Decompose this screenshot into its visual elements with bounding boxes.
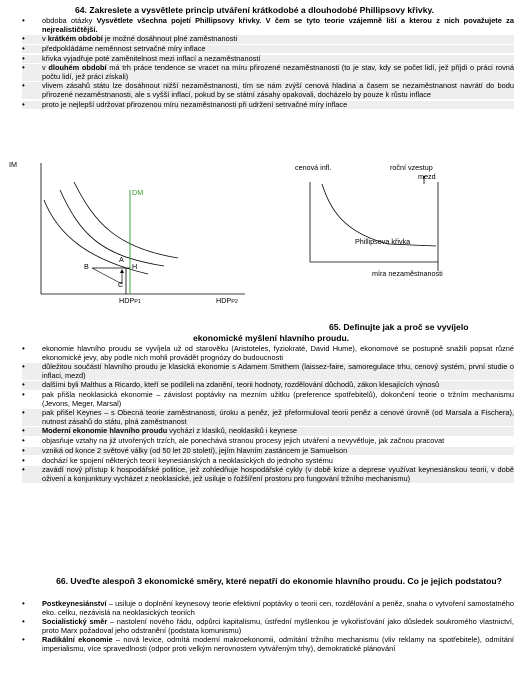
item-text: vychází z klasiků, neoklasiků i keynese	[167, 426, 298, 436]
item-text: ekonomie hlavního proudu se vyvíjela už od starověku (Aristoteles, fyziokraté, David Hume), ekonomové se postupně snažili popsat různé ekonomické jevy, aby podle nich mohli provádět prognózy do budoucnosti	[42, 344, 514, 362]
item-text: – nová levice, odmítá moderní makroekonomii, odmítání tržního mechanismu (vliv reklamy na spotřebitele), odmítání imperialismu, více spravedlnosti (odpor proti velkým nerovnostem vytvářeným trhy), demokratické plánování	[42, 635, 514, 653]
arrow-head	[120, 269, 124, 273]
list-item	[22, 363, 514, 380]
right-chart	[300, 174, 470, 284]
left-y-axis-label: IM	[9, 160, 17, 169]
list-item	[22, 55, 514, 64]
item-text: má trh práce tendence se vracet na míru přirozené nezaměstnanosti (to je stav, kdy se počet lidí, jež příjdi o práci rovná počtu lidí, jež práci získali)	[42, 63, 514, 81]
item-text: vzniká od konce 2 světové války (od 50 let 20 století), jejím hlavním zastáncem je Samuelson	[42, 445, 348, 455]
item-text: je možné dosáhnout plné zaměstnanosti	[102, 34, 238, 44]
list-item	[22, 427, 514, 436]
list-item	[22, 457, 514, 466]
item-text: – usiluje o doplnění keynesovy teorie efektivní poptávky o teorii cen, rozdělování a peněz, snaha o vytvoření samostatného eko. celku, nezávislá na neoklasických teoriích	[42, 599, 514, 617]
hdp-p2-label: HDPP2	[216, 296, 238, 305]
item-bold-text: krátkém období	[47, 34, 103, 44]
item-text: v	[42, 63, 49, 73]
item-text: vlivem zásahů státu lze dosáhnout nižší nezaměstnanosti, tím se nám zvýší cenová hladina a časem se nezaměstnanost navrátí do bodu přirozené nezaměstnanosti, ale s vyšší inflací, pokud by se státní zásahy opakovali, docházelo by pouze k růstu inflace	[42, 81, 514, 99]
right-top-label-2: mezd	[418, 172, 436, 181]
list-item	[22, 409, 514, 426]
item-text: v	[42, 34, 48, 44]
list-item	[22, 35, 514, 44]
item-text: dalšími byli Malthus a Ricardo, kteří se podíleli na zdanění, teorii hodnoty, rozdělování důchodů, zákon klesajících výnosů	[42, 380, 440, 390]
item-text: dochází ke spojení některých teorií keynesiánských a neoklasických do jednoho systému	[42, 455, 333, 465]
item-bold-text: Postkeynesiánství	[42, 599, 107, 608]
item-bold-text: Moderní ekonomie hlavního proudu	[42, 426, 168, 436]
left-curve-3	[74, 182, 178, 258]
section-66-heading: 66. Uveďte alespoň 3 ekonomické směry, které nepatří do ekonomie hlavního proudu. Co je jejich podstatou?	[56, 576, 502, 586]
item-text: pak přišla neoklasická ekonomie – závislost poptávky na mezním užitku (preference spotřebitelů), dokončení teorie o tržním mechanismu (Jevons, Meger, Marsal)	[42, 390, 514, 408]
section-66-list	[22, 600, 514, 655]
phillips-curve-label: Phillipsova křivka	[355, 237, 411, 246]
list-item	[22, 64, 514, 81]
left-chart	[30, 160, 250, 310]
hdp-p1-label: HDPP1	[119, 296, 141, 305]
right-x-axis-label: míra nezaměstnanosti	[372, 269, 443, 278]
point-h-label: H	[132, 262, 138, 271]
list-item	[22, 466, 514, 483]
section-64-list	[22, 17, 514, 110]
list-item	[22, 17, 514, 34]
left-curve-2	[60, 190, 164, 266]
point-a-label: A	[119, 255, 124, 264]
list-item	[22, 381, 514, 390]
list-item	[22, 447, 514, 456]
list-item	[22, 636, 514, 653]
item-text: předpokládáme neměnnost setrvačné míry inflace	[42, 43, 206, 53]
list-item	[22, 618, 514, 635]
item-text: objasňuje vztahy na již utvořených trzích, ale ponechává stranou procesy jejich utváření a nevyvětluje, jak začnou pracovat	[42, 436, 445, 446]
list-item	[22, 82, 514, 99]
item-bold-text: dlouhém období	[48, 63, 107, 73]
item-text: důležitou součástí hlavního proudu je klasická ekonomie s Adamem Smithem (laissez-faire, samoregulace trhu, cenový systém, první studie o inflaci, mezd)	[42, 362, 514, 380]
right-top-label: roční vzestup	[390, 163, 433, 172]
list-item	[22, 45, 514, 54]
list-item	[22, 437, 514, 446]
item-bold-text: Socialistický směr	[42, 617, 108, 627]
item-bold-text: Vysvětlete všechna pojetí Phillipsovy křivky. V čem se tyto teorie vzájemně liší a kterou z nich považujete za nejrealističtější.	[42, 16, 514, 34]
item-bold-text: Radikální ekonomie	[42, 635, 113, 645]
item-text: proto je nejlepší udržovat přirozenou míru nezaměstnanosti při udržení setrvačné míry inflace	[42, 99, 348, 109]
list-item	[22, 101, 514, 110]
point-b-label: B	[84, 262, 89, 271]
item-text: křivka vyjadřuje poté zaměnitelnost mezi inflací a nezaměstnaností	[42, 53, 261, 63]
right-y-axis-label: cenová infl.	[295, 163, 332, 172]
point-c-label: C	[118, 280, 124, 289]
item-text: zavádí nový přístup k hospodářské politice, jež zohledňuje hospodářské cykly (v době krize a deprese využívat keynesiánskou teorii, v době oživení a konjunktury vycházet z neoklasické, jež usiluje o řožšíření prostoru pro fungování tržního mechanismu)	[42, 465, 514, 483]
list-item	[22, 600, 514, 617]
section-65-heading: 65. Definujte jak a proč se vyvíjelo	[329, 322, 469, 332]
list-item	[22, 345, 514, 362]
section-65-list	[22, 345, 514, 484]
list-item	[22, 391, 514, 408]
section-65-subheading: ekonomické myšlení hlavního proudu.	[193, 333, 350, 343]
item-text: obdoba otázky	[42, 16, 97, 25]
item-text: – nastolení nového řádu, odpůrci kapitalismu, ústřední myšlenkou je vykořisťování jako důsledek soukromého vlastnictví, proto Marx požadoval jeho odstranění (podstata komunismu)	[42, 617, 514, 635]
item-text: pak přišel Keynes – s Obecná teorie zaměstnanosti, úroku a peněz, jež přeformuloval teorii peněz a cenové úrovně (od Marsala a Fischera), nutnost zásahů do státu, plná zaměstnanost	[42, 408, 514, 426]
section-64-heading: 64. Zakreslete a vysvětlete princip utváření krátkodobé a dlouhodobé Phillipsovy křivky.	[75, 5, 434, 15]
dm-label: DM	[132, 188, 144, 197]
